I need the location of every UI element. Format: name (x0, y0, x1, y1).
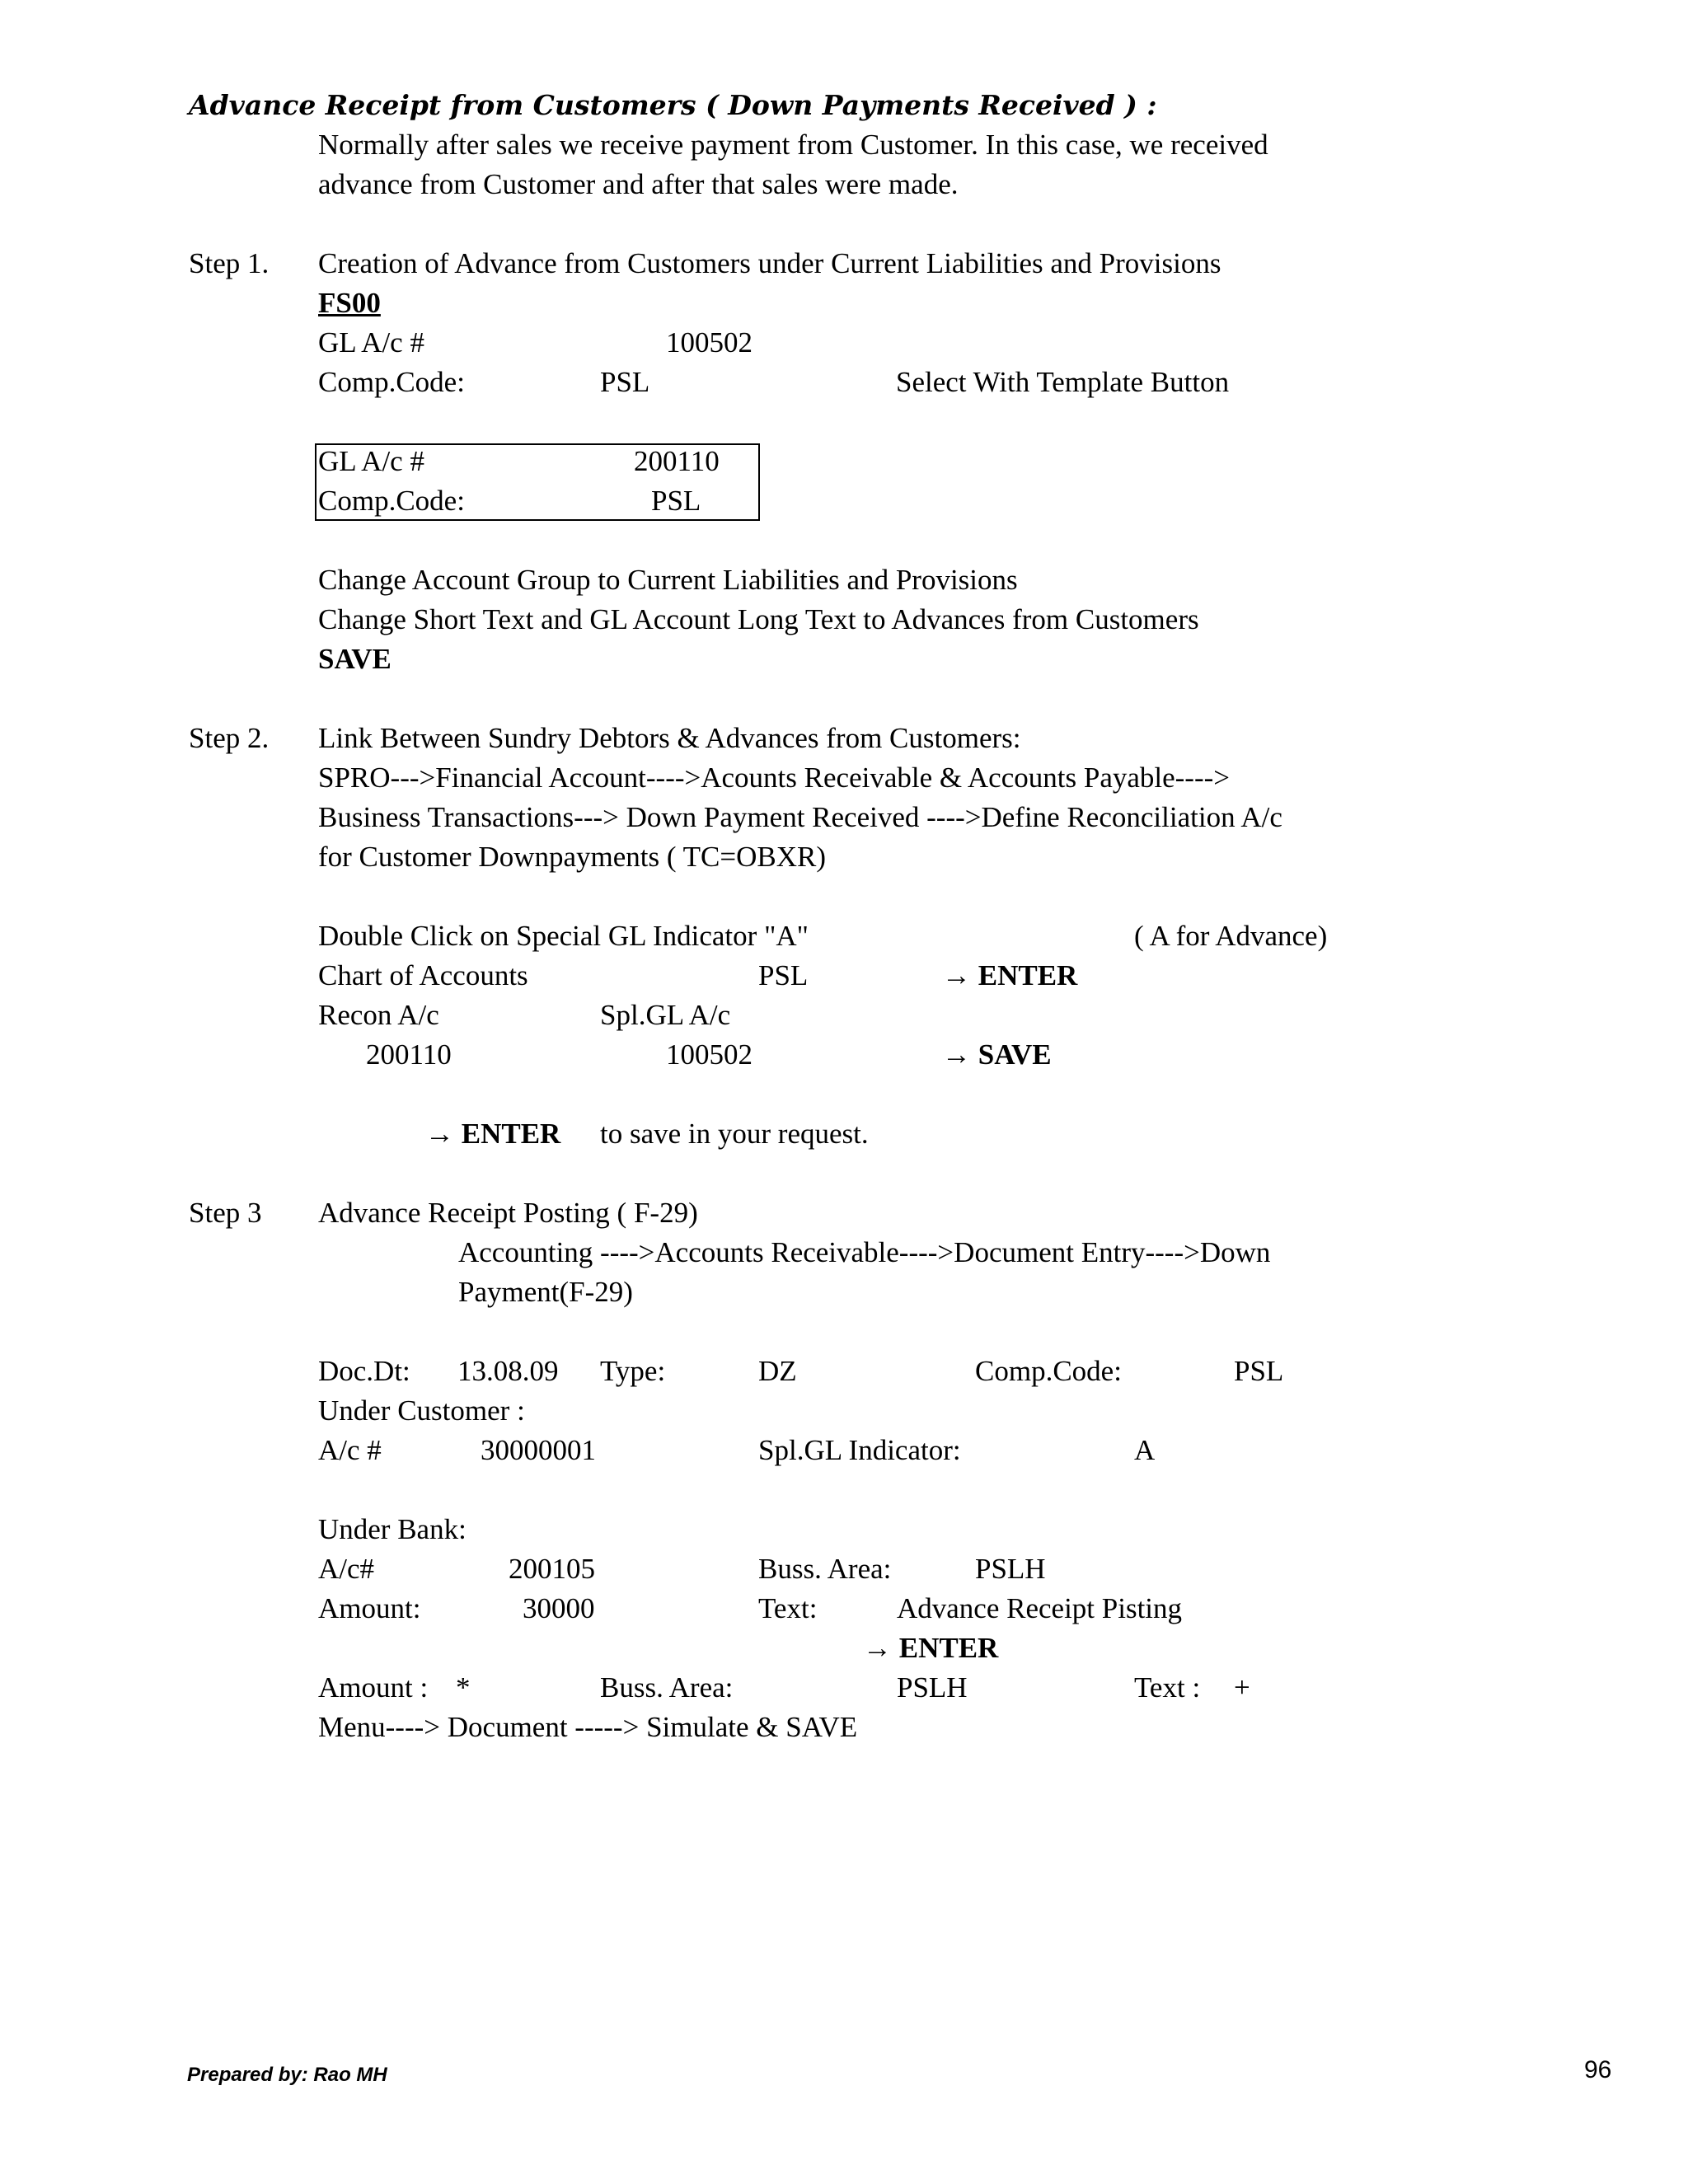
step3-docdt-label: Doc.Dt: (318, 1355, 410, 1387)
step2-enter-1: → ENTER (942, 959, 1078, 991)
step3-under-customer: Under Customer : (318, 1394, 525, 1427)
step2-recon-value: 200110 (366, 1038, 452, 1071)
step3-bank-ac-value: 200105 (509, 1553, 595, 1585)
step2-splgl-label: Spl.GL A/c (600, 999, 731, 1031)
step3-buss2-value: PSLH (897, 1671, 968, 1704)
page-number: 96 (1584, 2056, 1612, 2083)
step3-cc-label: Comp.Code: (975, 1355, 1122, 1387)
step3-text2-value: + (1234, 1671, 1250, 1704)
step1-template-note: Select With Template Button (896, 366, 1230, 398)
step3-buss-value: PSLH (975, 1553, 1046, 1585)
step2-splgl-value: 100502 (666, 1038, 753, 1071)
footer-prepared-by: Prepared by: Rao MH (187, 2064, 387, 2086)
step1-heading: Creation of Advance from Customers under Current Liabilities and Provisions (318, 247, 1221, 279)
step1-save: SAVE (318, 643, 392, 675)
step3-type-value: DZ (758, 1355, 797, 1387)
step3-ac-label: A/c # (318, 1434, 382, 1466)
step2-save: → SAVE (942, 1038, 1052, 1071)
step2-enter-2: → ENTER (425, 1118, 561, 1150)
step3-bank-ac-label: A/c# (318, 1553, 375, 1585)
step2-coa-value: PSL (758, 959, 809, 991)
step3-cc-value: PSL (1234, 1355, 1284, 1387)
box-gl-value: 200110 (634, 445, 720, 477)
step1-tcode: FS00 (318, 287, 381, 319)
step3-text2-label: Text : (1134, 1671, 1201, 1704)
step3-splgl-value: A (1134, 1434, 1156, 1466)
step3-buss2-label: Buss. Area: (600, 1671, 734, 1704)
step3-amount-value: 30000 (523, 1592, 595, 1624)
box-cc-value: PSL (651, 485, 701, 517)
step2-line-1: Link Between Sundry Debtors & Advances from Customers: (318, 722, 1021, 754)
box-cc-label: Comp.Code: (318, 485, 465, 517)
step3-label: Step 3 (189, 1197, 262, 1229)
intro-line-1: Normally after sales we receive payment from Customer. In this case, we received (318, 129, 1268, 161)
step3-menu-path: Menu----> Document -----> Simulate & SAVE (318, 1711, 858, 1743)
step3-docdt-value: 13.08.09 (457, 1355, 559, 1387)
step3-buss-label: Buss. Area: (758, 1553, 892, 1585)
step1-label: Step 1. (189, 247, 270, 279)
step3-path-1: Accounting ---->Accounts Receivable---->Document Entry---->Down (458, 1236, 1271, 1268)
step3-heading: Advance Receipt Posting ( F-29) (318, 1197, 698, 1229)
document-title: Advance Receipt from Customers ( Down Payments Received ) : (189, 89, 1157, 121)
step2-label: Step 2. (189, 722, 270, 754)
step1-change-group: Change Account Group to Current Liabilities and Provisions (318, 564, 1018, 596)
intro-line-2: advance from Customer and after that sales were made. (318, 168, 959, 200)
step3-text-label: Text: (758, 1592, 818, 1624)
step3-splgl-label: Spl.GL Indicator: (758, 1434, 961, 1466)
step2-coa-label: Chart of Accounts (318, 959, 528, 991)
step2-line-3: Business Transactions---> Down Payment Received ---->Define Reconciliation A/c (318, 801, 1282, 833)
step3-type-label: Type: (600, 1355, 666, 1387)
step3-under-bank: Under Bank: (318, 1513, 467, 1545)
step2-line-2: SPRO--->Financial Account---->Acounts Receivable & Accounts Payable----> (318, 762, 1231, 794)
step3-amount2-value: * (456, 1671, 471, 1704)
step3-amount2-label: Amount : (318, 1671, 429, 1704)
step3-text-value: Advance Receipt Pisting (897, 1592, 1183, 1624)
step1-change-text: Change Short Text and GL Account Long Text to Advances from Customers (318, 603, 1199, 635)
step3-enter: → ENTER (863, 1632, 999, 1664)
step3-path-2: Payment(F-29) (458, 1276, 633, 1308)
box-gl-label: GL A/c # (318, 445, 424, 477)
step2-request-note: to save in your request. (600, 1118, 869, 1150)
step3-amount-label: Amount: (318, 1592, 421, 1624)
step1-gl-label: GL A/c # (318, 326, 424, 359)
step1-gl-value: 100502 (666, 326, 753, 359)
step1-cc-value: PSL (600, 366, 650, 398)
step2-a-note: ( A for Advance) (1134, 920, 1328, 952)
step3-ac-value: 30000001 (481, 1434, 596, 1466)
step1-cc-label: Comp.Code: (318, 366, 465, 398)
step2-double-click: Double Click on Special GL Indicator "A" (318, 920, 809, 952)
step2-recon-label: Recon A/c (318, 999, 439, 1031)
step2-line-4: for Customer Downpayments ( TC=OBXR) (318, 841, 826, 873)
